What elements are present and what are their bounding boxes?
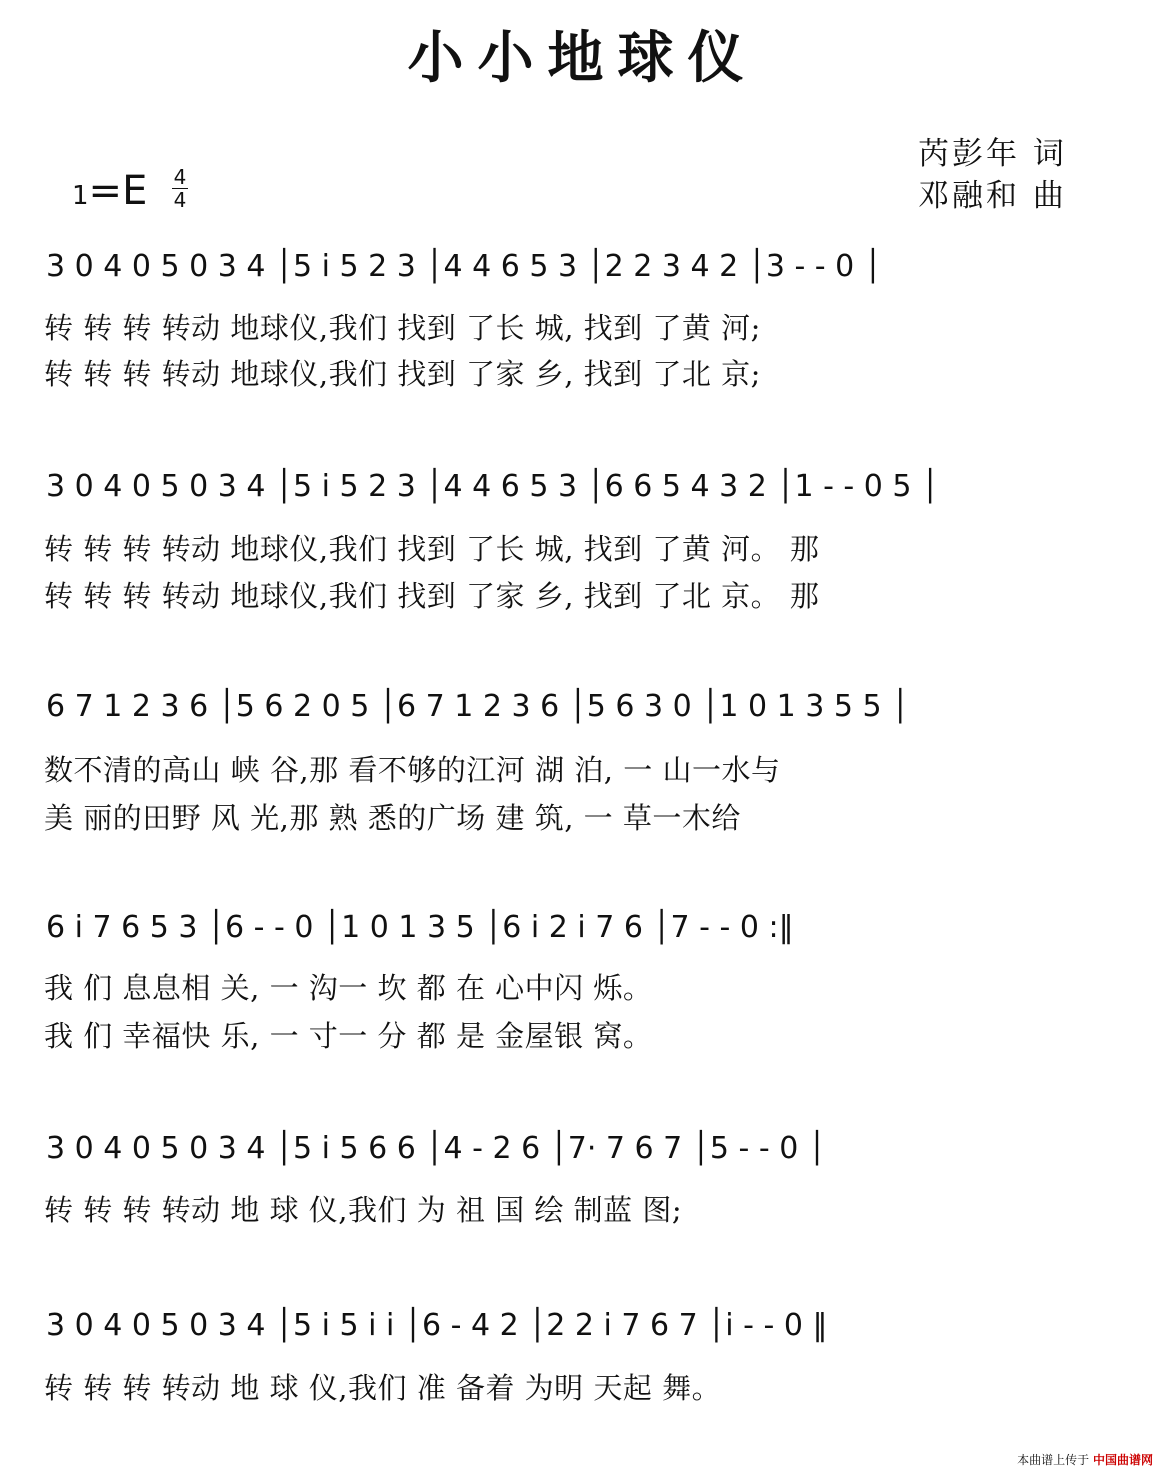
lyric-line-1a: 转 转 转 转动 地球仪,我们 找到 了长 城, 找到 了黄 河; [44, 311, 761, 345]
lyric-line-2b: 转 转 转 转动 地球仪,我们 找到 了家 乡, 找到 了北 京。 那 [44, 579, 820, 613]
notes-line-2: 3 0 4 0 5 0 3 4 │5 i 5 2 3 │4 4 6 5 3 │6 6 5 4 3 2 │1 - - 0 5 │ [46, 468, 940, 504]
lyric-line-3a: 数不清的高山 峡 谷,那 看不够的江河 湖 泊, 一 山一水与 [44, 753, 781, 787]
footer-site: 中国曲谱网 [1092, 1453, 1153, 1467]
key-name: =E [88, 168, 148, 214]
lyric-line-1b: 转 转 转 转动 地球仪,我们 找到 了家 乡, 找到 了北 京; [44, 357, 761, 391]
composer-credit: 邓融和 曲 [918, 178, 1067, 214]
page-title: 小小地球仪 [407, 25, 758, 91]
lyric-line-2a: 转 转 转 转动 地球仪,我们 找到 了长 城, 找到 了黄 河。 那 [44, 532, 820, 566]
footer-credit [1017, 1451, 1153, 1468]
lyric-line-6a: 转 转 转 转动 地 球 仪,我们 准 备着 为明 天起 舞。 [44, 1371, 722, 1405]
notes-line-3: 6 7 1 2 3 6 │5 6 2 0 5 │6 7 1 2 3 6 │5 6 3 0 │1 0 1 3 5 5 │ [46, 688, 910, 724]
time-bottom: 4 [173, 188, 187, 212]
time-top: 4 [173, 165, 187, 189]
notes-line-1: 3 0 4 0 5 0 3 4 │5 i 5 2 3 │4 4 6 5 3 │2 2 3 4 2 │3 - - 0 │ [46, 248, 882, 284]
lyricist-credit: 芮彭年 词 [918, 136, 1067, 172]
lyric-line-4a: 我 们 息息相 关, 一 沟一 坎 都 在 心中闪 烁。 [44, 971, 653, 1005]
notes-line-4: 6 i 7 6 5 3 │6 - - 0 │1 0 1 3 5 │6 i 2 i 7 6 │7 - - 0 :‖ [46, 909, 794, 945]
key-degree: 1 [72, 181, 89, 211]
lyric-line-4b: 我 们 幸福快 乐, 一 寸一 分 都 是 金屋银 窝。 [44, 1019, 653, 1053]
lyric-line-3b: 美 丽的田野 风 光,那 熟 悉的广场 建 筑, 一 草一木给 [44, 801, 741, 835]
footer-text: 本曲谱上传于 [1017, 1453, 1090, 1467]
lyric-line-5a: 转 转 转 转动 地 球 仪,我们 为 祖 国 绘 制蓝 图; [44, 1193, 683, 1227]
notes-line-6: 3 0 4 0 5 0 3 4 │5 i 5 i i │6 - 4 2 │2 2 i 7 6 7 │i - - 0 ‖ [46, 1307, 828, 1343]
notes-line-5: 3 0 4 0 5 0 3 4 │5 i 5 6 6 │4 - 2 6 │7· 7 6 7 │5 - - 0 │ [46, 1130, 826, 1166]
